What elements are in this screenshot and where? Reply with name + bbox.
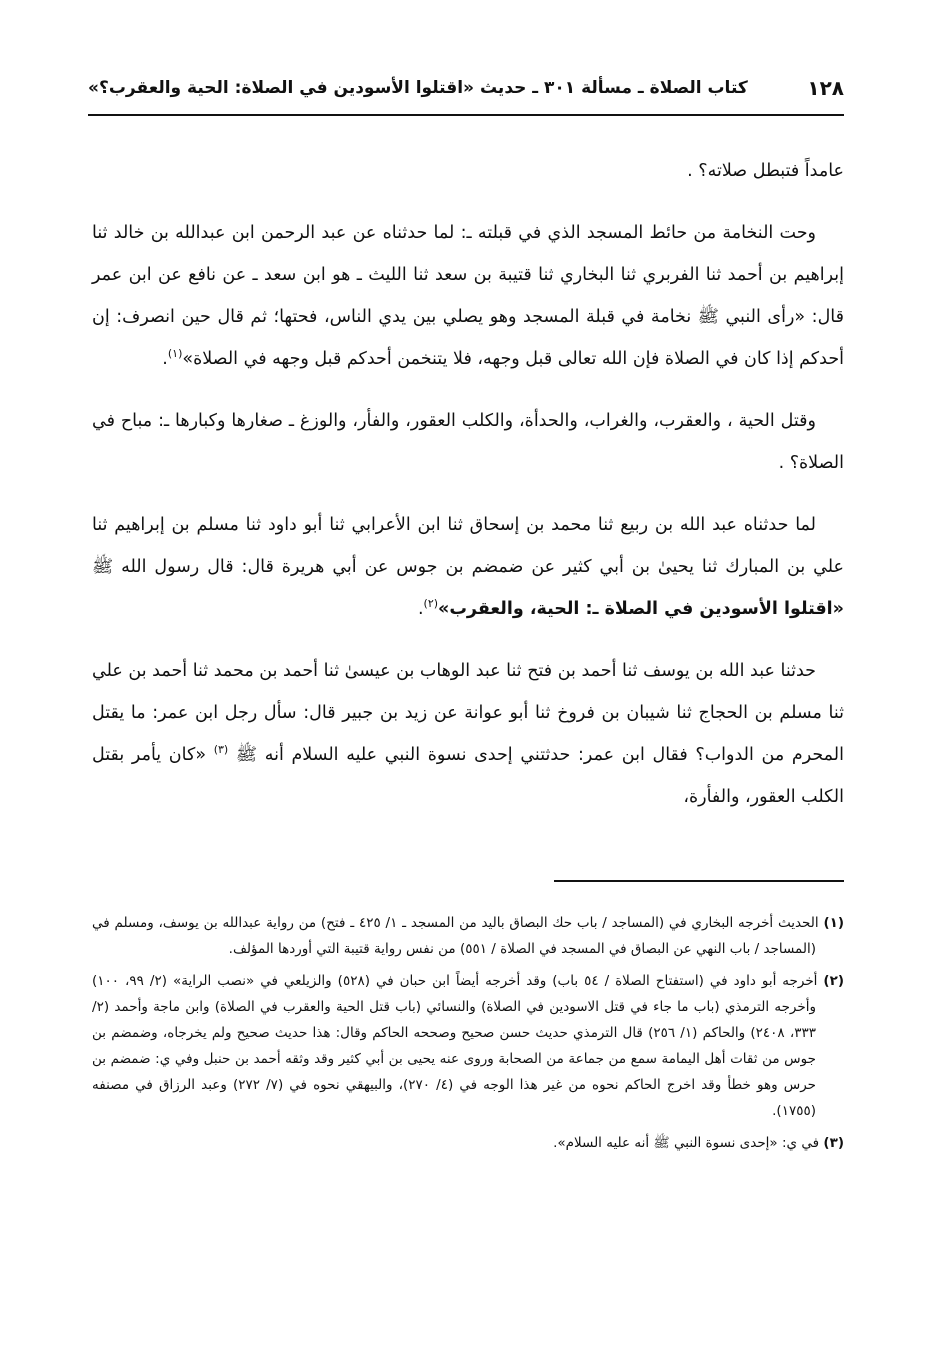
hadith-quote: «اقتلوا الأسودين في الصلاة ـ: الحية، والعقرب» xyxy=(438,599,844,619)
main-text xyxy=(92,150,844,838)
footnote-2 xyxy=(92,968,844,1124)
footnote-1-text: الحديث أخرجه البخاري في (المساجد / باب حك البصاق باليد من المسجد ـ ١/ ٤٢٥ ـ فتح) من رواية عبدالله بن يوسف، ومسلم في (المساجد / باب النهي عن البصاق في المسجد في الصلاة / ٥٥١) من نفس رواية قتيبة التي أوردها المؤلف. xyxy=(92,915,819,957)
paragraph-5-end: «كان يأمر بقتل الكلب العقور، والفأرة، xyxy=(92,745,844,807)
page-number: ١٢٨ xyxy=(807,76,844,100)
footnote-3-text: في ي: «إحدى نسوة النبي ﷺ أنه عليه السلام». xyxy=(553,1135,820,1151)
footnote-1-number: (١) xyxy=(823,915,845,931)
running-header xyxy=(88,68,844,108)
paragraph-4 xyxy=(92,504,844,630)
paragraph-2-end: . xyxy=(162,349,168,369)
paragraph-3-text: وقتل الحية ، والعقرب، والغراب، والحدأة، والكلب العقور، والفأر، والوزغ ـ صغارها وكبارها ـ: مباح في الصلاة؟ . xyxy=(92,411,844,473)
paragraph-5 xyxy=(92,650,844,818)
chapter-title: كتاب الصلاة ـ مسألة ٣٠١ ـ حديث «اقتلوا الأسودين في الصلاة: الحية والعقرب؟» xyxy=(88,78,748,98)
paragraph-1-text: عامداً فتبطل صلاته؟ . xyxy=(687,161,844,181)
header-divider xyxy=(88,114,844,116)
footnote-ref-3[interactable]: (٣) xyxy=(213,743,229,757)
footnote-3 xyxy=(92,1130,844,1156)
footnote-1 xyxy=(92,910,844,962)
footnote-ref-2[interactable]: (٢) xyxy=(423,597,439,611)
footnote-2-number: (٢) xyxy=(823,973,845,989)
paragraph-2-text: وحت النخامة من حائط المسجد الذي في قبلته ـ: لما حدثناه عن عبد الرحمن ابن عبدالله بن خالد ثنا إبراهيم بن أحمد ثنا الفربري ثنا البخاري ثنا قتيبة بن سعد ثنا الليث ـ هو ابن سعد ـ عن نافع عن ابن عمر قال: «رأى النبي ﷺ نخامة في قبلة المسجد وهو يصلي بين يدي الناس، فحتها؛ ثم قال حين انصرف: إن أحدكم إذا كان في الصلاة فإن الله تعالى قبل وجهه، فلا يتنخمن أحدكم قبل وجهه في الصلاة» xyxy=(92,223,844,369)
paragraph-1 xyxy=(92,150,844,192)
footnote-divider xyxy=(554,880,844,882)
footnote-ref-1[interactable]: (١) xyxy=(167,347,183,361)
footnote-3-number: (٣) xyxy=(823,1135,844,1151)
paragraph-4-text: لما حدثناه عبد الله بن ربيع ثنا محمد بن إسحاق ثنا ابن الأعرابي ثنا أبو داود ثنا مسلم بن إبراهيم ثنا علي بن المبارك ثنا يحيىٰ بن أبي كثير عن ضمضم بن جوس عن أبي هريرة قال: قال رسول الله ﷺ xyxy=(92,515,844,577)
paragraph-5-text: حدثنا عبد الله بن يوسف ثنا أحمد بن فتح ثنا عبد الوهاب بن عيسىٰ ثنا أحمد بن محمد ثنا أحمد بن علي ثنا مسلم بن الحجاج ثنا شيبان بن فروخ ثنا أبو عوانة عن زيد بن جبير قال: سأل رجل ابن عمر: ما يقتل المحرم من الدواب؟ فقال ابن عمر: حدثتني إحدى نسوة النبي عليه السلام أنه ﷺ xyxy=(92,661,844,765)
footnotes xyxy=(92,910,844,1162)
paragraph-2 xyxy=(92,212,844,380)
paragraph-3 xyxy=(92,400,844,484)
footnote-2-text: أخرجه أبو داود في (استفتاح الصلاة / ٥٤ باب) وقد أخرجه أيضاً ابن حبان في (٥٢٨) والزيلعي في «نصب الراية» (٢/ ٩٩، ١٠٠) وأخرجه الترمذي (باب ما جاء في قتل الاسودين في الصلاة) والنسائي (باب قتل الحية والعقرب في الصلاة) وابن ماجة وأحمد (٢/ ٣٣٣، ٢٤٠٨) والحاكم (١/ ٢٥٦) قال الترمذي حديث حسن صحيح وصححه الحاكم وقال: هذا حديث صحيح ولم يخرجاه، وضمضم بن جوس من ثقات أهل اليمامة سمع من جماعة من الصحابة وروى عنه يحيى بن أبي كثير وقد وثقه أحمد بن حنبل وفي ي: ضمضم بن حرس وهو خطأ وقد اخرج الحاكم نحوه من غير هذا الوجه في (٤/ ٢٧٠)، والبيهقي نحوه في (٧/ ٢٧٢) وعبد الرزاق في مصنفه (١٧٥٥). xyxy=(92,973,818,1119)
paragraph-4-end: . xyxy=(417,599,424,619)
